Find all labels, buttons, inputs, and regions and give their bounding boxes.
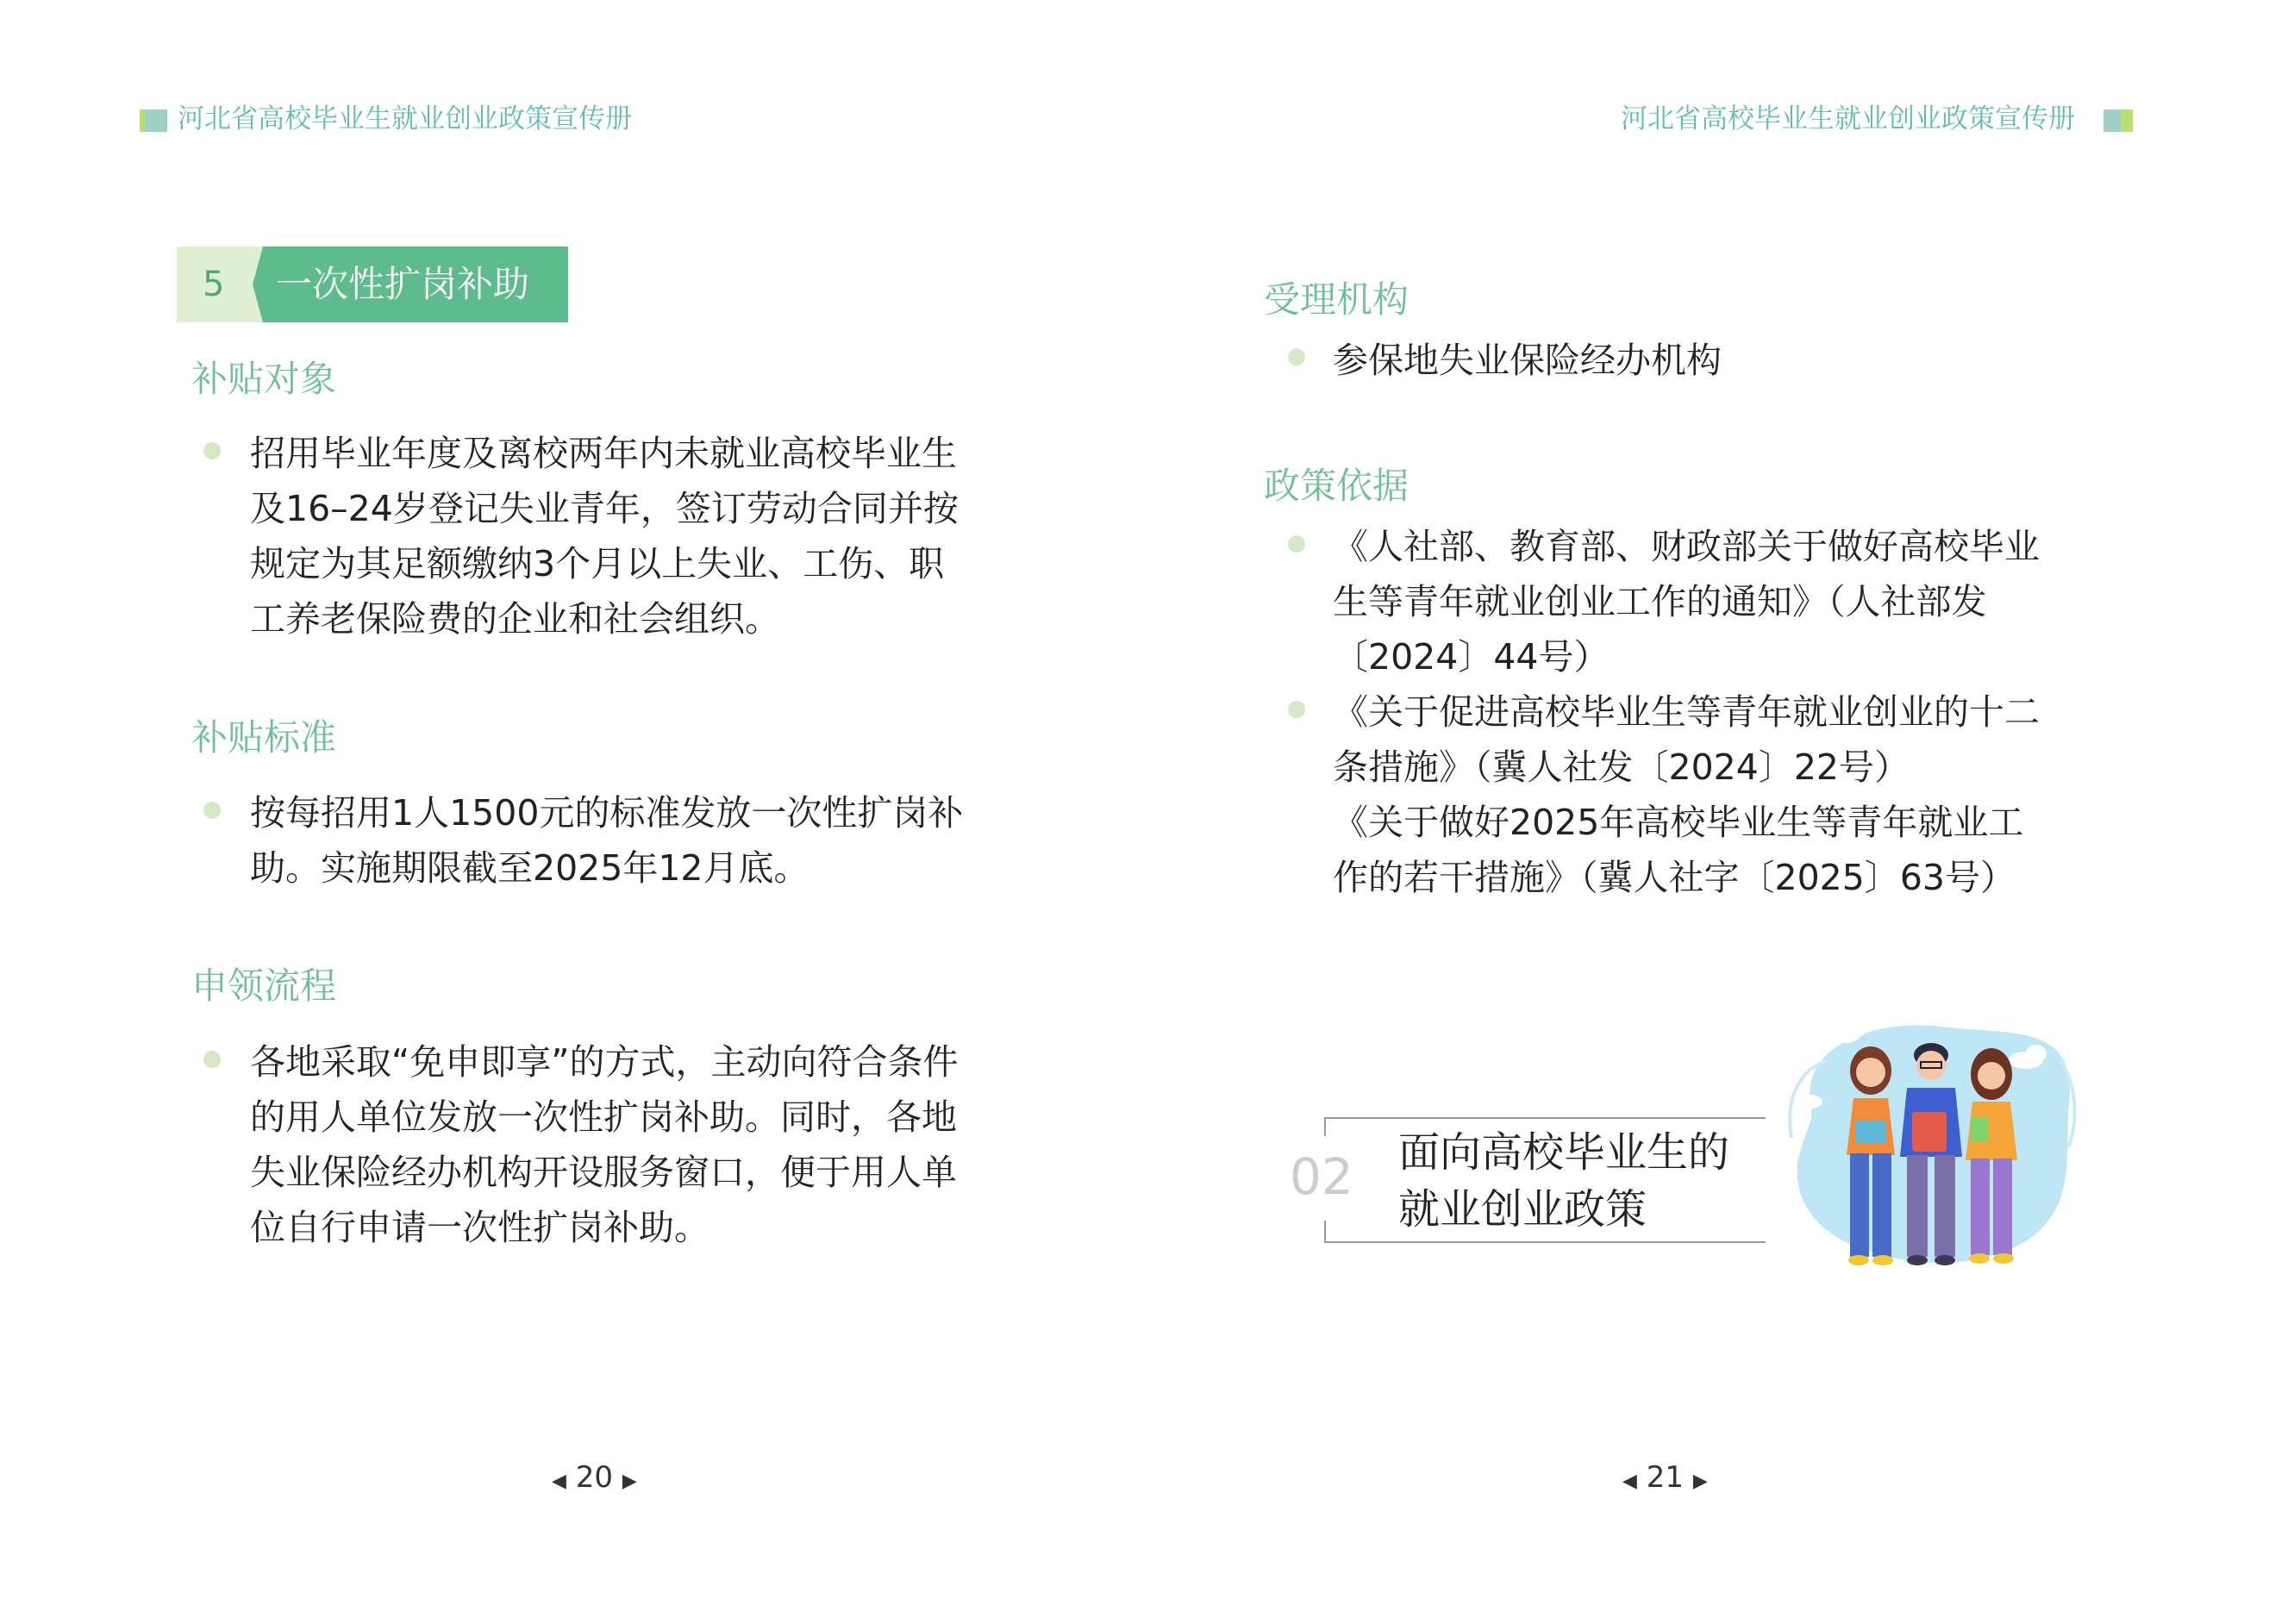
header-left-mark-icon <box>140 107 169 136</box>
subsidy-standard-text <box>250 785 963 896</box>
text-line: 按每招用1人1500元的标准发放一次性扩岗补 <box>250 792 964 834</box>
section-card-title <box>1398 1124 1729 1238</box>
policy-item-1 <box>1333 519 2040 684</box>
text-line: 作的若干措施》（冀人社字〔2025〕63号） <box>1333 857 2016 898</box>
text-line: 的用人单位发放一次性扩岗补助。同时，各地 <box>250 1096 957 1138</box>
text-line: 及16–24岁登记失业青年，签订劳动合同并按 <box>250 488 959 529</box>
triangle-right-icon: ▶ <box>1692 1471 1708 1492</box>
triangle-left-icon: ◀ <box>1622 1471 1637 1492</box>
card-title-line: 就业创业政策 <box>1398 1185 1647 1234</box>
text-line: 生等青年就业创业工作的通知》（人社部发 <box>1333 581 1987 622</box>
header-right-mark-icon <box>2103 107 2133 136</box>
header-right-title: 河北省高校毕业生就业创业政策宣传册 <box>1621 103 2075 134</box>
bullet-dot-icon <box>203 802 221 819</box>
subsidy-target-heading: 补贴对象 <box>191 358 337 400</box>
text-line: 助。实施期限截至2025年12月底。 <box>250 847 809 889</box>
text-line: 《关于做好2025年高校毕业生等青年就业工 <box>1333 802 2024 843</box>
section-badge <box>177 247 568 322</box>
card-title-line: 面向高校毕业生的 <box>1398 1128 1730 1177</box>
triangle-left-icon: ◀ <box>552 1471 566 1492</box>
triangle-right-icon: ▶ <box>622 1471 637 1492</box>
policy-item-2 <box>1333 684 2040 905</box>
subsidy-standard-heading: 补贴标准 <box>191 716 337 759</box>
page-number-right <box>1622 1460 1708 1499</box>
page-number-left <box>552 1460 637 1499</box>
page-number-right-value: 21 <box>1646 1460 1684 1495</box>
text-line: 《人社部、教育部、财政部关于做好高校毕业 <box>1333 526 2040 567</box>
policy-basis-heading: 政策依据 <box>1264 465 1410 507</box>
header-left-title: 河北省高校毕业生就业创业政策宣传册 <box>178 103 632 134</box>
text-line: 位自行申请一次性扩岗补助。 <box>250 1207 709 1248</box>
text-line: 招用毕业年度及离校两年内未就业高校毕业生 <box>250 433 957 474</box>
text-line: 工养老保险费的企业和社会组织。 <box>250 598 780 640</box>
text-line: 各地采取“免申即享”的方式，主动向符合条件 <box>250 1041 959 1083</box>
text-line: 参保地失业保险经办机构 <box>1333 340 1722 381</box>
text-line: 〔2024〕44号） <box>1333 636 1610 678</box>
process-heading: 申领流程 <box>191 965 337 1007</box>
bullet-dot-icon <box>1288 535 1305 553</box>
bullet-dot-icon <box>1288 348 1305 365</box>
text-line: 条措施》（冀人社发〔2024〕22号） <box>1333 746 1910 788</box>
text-line: 失业保险经办机构开设服务窗口，便于用人单 <box>250 1152 957 1193</box>
bullet-dot-icon <box>203 1051 221 1068</box>
students-illustration <box>1776 1009 2086 1284</box>
text-line: 《关于促进高校毕业生等青年就业创业的十二 <box>1333 691 2040 733</box>
section-title: 一次性扩岗补助 <box>276 263 530 305</box>
subsidy-target-text <box>250 426 959 646</box>
section-number: 5 <box>203 265 225 304</box>
page-number-left-value: 20 <box>575 1460 613 1495</box>
bullet-dot-icon <box>203 442 221 459</box>
process-text <box>250 1034 958 1255</box>
section-card-number: 02 <box>1290 1147 1353 1206</box>
agency-heading: 受理机构 <box>1264 278 1410 321</box>
text-line: 规定为其足额缴纳3个月以上失业、工伤、职 <box>250 543 945 584</box>
bullet-dot-icon <box>1288 701 1305 718</box>
agency-text <box>1333 333 1722 388</box>
